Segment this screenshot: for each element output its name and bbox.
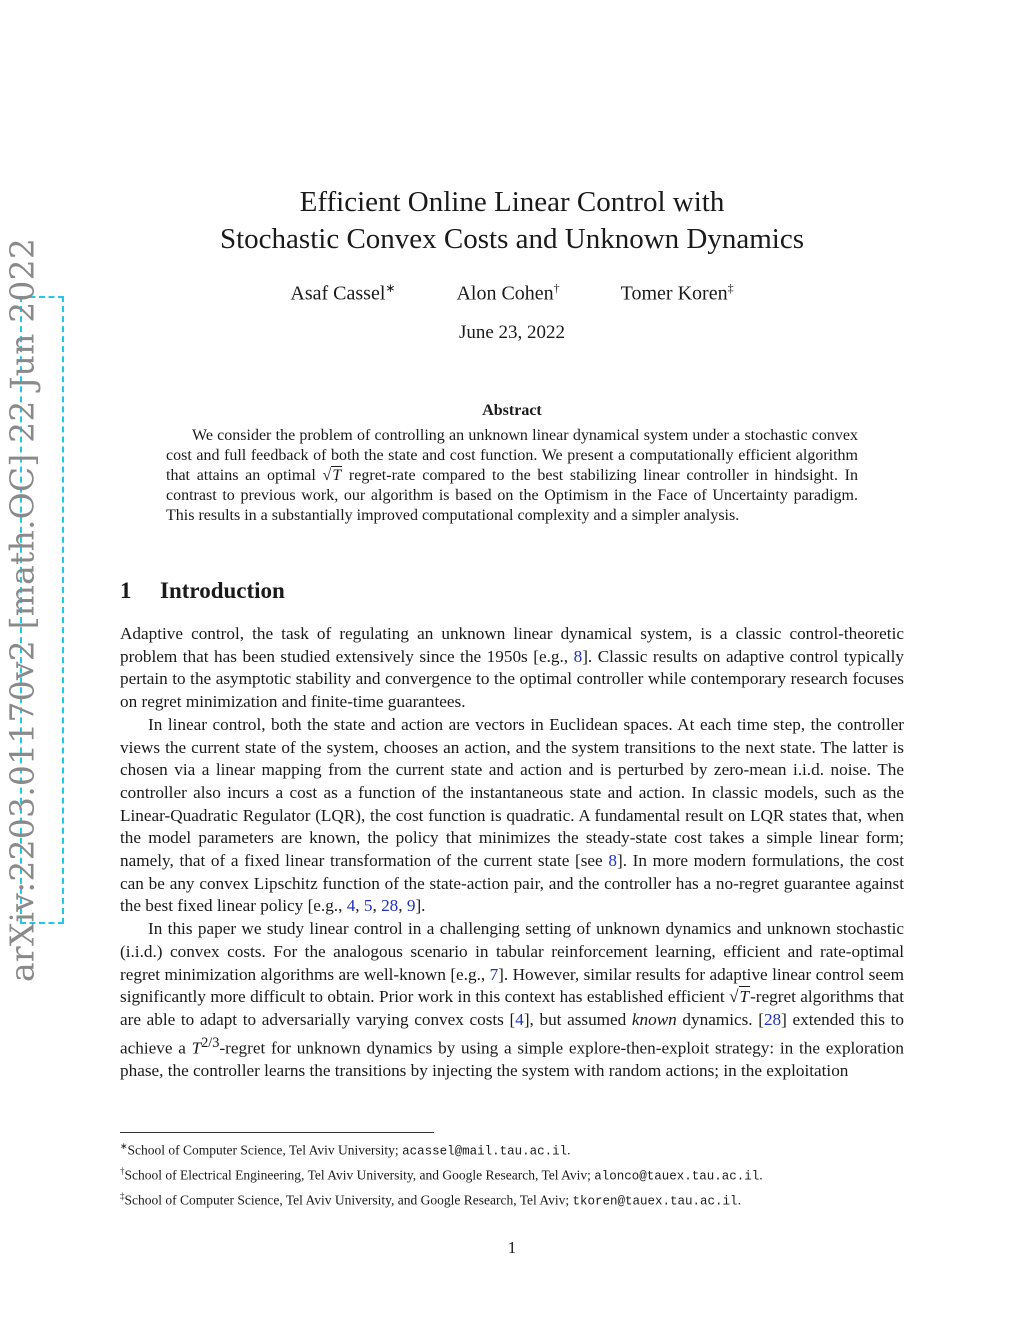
footnote [120, 1162, 920, 1187]
author-mark: † [553, 281, 560, 295]
author [621, 281, 734, 306]
math-var: T [191, 1038, 202, 1058]
text-run: ]. [415, 896, 426, 916]
text-run: , [398, 896, 407, 916]
text-run: ], but assumed [523, 1009, 632, 1029]
abstract [166, 426, 858, 526]
paragraph-3 [120, 918, 904, 1083]
body-text [120, 623, 904, 1083]
author-mark: ∗ [385, 281, 396, 295]
text-run: , [355, 896, 364, 916]
section-number: 1 [120, 578, 132, 603]
author [456, 281, 559, 306]
emphasis: known [631, 1009, 677, 1029]
footnote-end: . [567, 1142, 571, 1158]
sqrt-symbol: √ [322, 467, 332, 484]
author-mark: ‡ [727, 281, 734, 295]
author [290, 281, 395, 306]
footnote-text: School of Electrical Engineering, Tel Aviv University, and Google Research, Tel Aviv; [124, 1167, 595, 1183]
text-run: Adaptive control, the task of regulating an unknown linear dynamical system, is a classic control-theoretic problem that has been studied extensively since the 1950s [e.g., [120, 624, 904, 666]
text-run: -regret for unknown dynamics by using a simple explore-then-exploit strategy: in the exploration phase, the controller learns the transitions by injecting the system with random actions; in the exploitation [120, 1038, 904, 1081]
citation-link[interactable]: 5 [363, 896, 373, 916]
citation-link[interactable]: 28 [763, 1009, 782, 1029]
paper-title [0, 184, 1024, 258]
citation-link[interactable]: 4 [346, 896, 356, 916]
paragraph-1 [120, 623, 904, 714]
arxiv-stamp-label[interactable]: arXiv:2203.01170v2 [math.OC] 22 Jun 2022 [2, 237, 42, 983]
author-list [0, 281, 1024, 306]
footnote [120, 1187, 920, 1212]
math-exponent: 2/3 [201, 1034, 220, 1051]
text-run: ] extended this to achieve a [120, 1009, 904, 1058]
citation-link[interactable]: 9 [406, 896, 416, 916]
citation-link[interactable]: 8 [573, 646, 583, 666]
footnote-rule [120, 1132, 434, 1133]
footnote-mark: † [120, 1166, 125, 1176]
citation-link[interactable]: 8 [608, 851, 617, 871]
footnote-end: . [737, 1192, 741, 1208]
section-title: Introduction [160, 578, 285, 603]
abstract-text-part: regret-rate compared to the best stabilizing linear controller in hindsight. In contrast to previous work, our algorithm is based on the Optimism in the Face of Uncertainty paradigm. This results in a substantially improved computational complexity and a simpler analysis. [166, 467, 858, 524]
title-line-1: Efficient Online Linear Control with [299, 186, 725, 218]
abstract-text [166, 426, 858, 526]
footnote-text: School of Computer Science, Tel Aviv University; [127, 1142, 403, 1158]
sqrt-var: T [739, 987, 750, 1007]
citation-link[interactable]: 7 [489, 964, 499, 984]
author-name: Alon Cohen [456, 282, 554, 305]
footnote-email[interactable]: tkoren@tauex.tau.ac.il [572, 1194, 738, 1209]
citation-link[interactable]: 4 [515, 1009, 524, 1029]
footnote-text: School of Computer Science, Tel Aviv University, and Google Research, Tel Aviv; [124, 1192, 573, 1208]
publication-date: June 23, 2022 [458, 322, 566, 343]
text-run: ]. In more modern formulations, the cost can be any convex Lipschitz function of the state-action pair, and the controller has a no-regret guarantee against the best fixed linear policy [e.g., [120, 851, 904, 916]
section-heading [120, 578, 285, 604]
footnote-email[interactable]: acassel@mail.tau.ac.il [402, 1144, 568, 1159]
text-run: dynamics. [ [676, 1009, 764, 1029]
title-line-2: Stochastic Convex Costs and Unknown Dynamics [220, 223, 804, 255]
text-run: -regret algorithms that are able to adapt to adversarially varying convex costs [ [120, 987, 904, 1029]
footnote-end: . [759, 1167, 763, 1183]
footnote [120, 1137, 920, 1162]
footnote-email[interactable]: alonco@tauex.tau.ac.il [594, 1169, 760, 1184]
author-name: Asaf Cassel [290, 282, 386, 305]
text-run: ]. However, similar results for adaptive linear control seem significantly more difficult to obtain. Prior work in this context has established efficient [120, 964, 904, 1007]
abstract-heading: Abstract [482, 402, 542, 419]
abstract-text-part: We consider the problem of controlling an unknown linear dynamical system under a stochastic convex cost and full feedback of both the state and cost function. We present a computationally efficient algorithm that attains an optimal [166, 427, 858, 484]
footnote-mark: ‡ [120, 1191, 125, 1201]
sqrt-t [323, 466, 343, 484]
citation-link[interactable]: 28 [381, 896, 399, 916]
page-number: 1 [507, 1238, 517, 1257]
footnotes [120, 1137, 920, 1212]
sqrt-symbol: √ [729, 987, 739, 1007]
sqrt-t [729, 986, 750, 1006]
text-run: ]. Classic results on adaptive control typically pertain to the asymptotic stability and convergence to the optimal controller while contemporary research focuses on regret minimization and finite-time guarantees. [120, 646, 904, 712]
text-run: , [372, 896, 382, 916]
text-run: In this paper we study linear control in a challenging setting of unknown dynamics and unknown stochastic (i.i.d.) convex costs. For the analogous scenario in tabular reinforcement learning, efficient and rate-optimal regret minimization algorithms are well-known [e.g., [120, 919, 904, 984]
footnote-mark: ∗ [120, 1141, 128, 1151]
author-name: Tomer Koren [620, 282, 728, 305]
sqrt-var: T [332, 467, 342, 484]
paragraph-2 [120, 714, 904, 918]
text-run: In linear control, both the state and action are vectors in Euclidean spaces. At each time step, the controller views the current state of the system, chooses an action, and the system transitions to the next state. The latter is chosen via a linear mapping from the current state and action and is perturbed by zero-mean i.i.d. noise. The controller also incurs a cost as a function of the instantaneous state and action. In classic models, such as the Linear-Quadratic Regulator (LQR), the cost function is quadratic. A fundamental result on LQR states that, when the model parameters are known, the policy that minimizes the steady-state cost takes a simple linear form; namely, that of a fixed linear transformation of the current state [see [120, 714, 904, 871]
